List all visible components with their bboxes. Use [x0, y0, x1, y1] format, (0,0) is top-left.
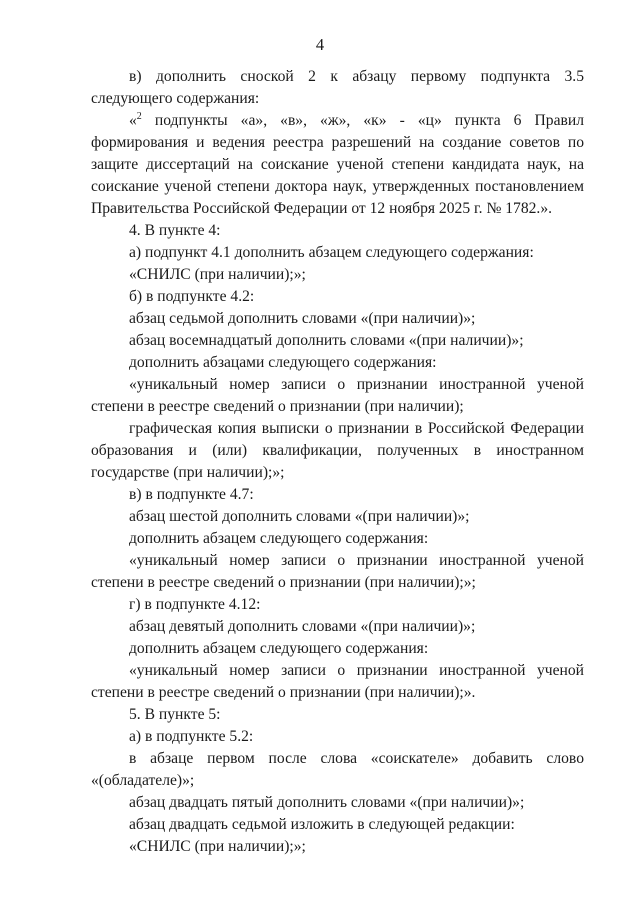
paragraph-2 [91, 110, 584, 220]
paragraph-18: дополнить абзацем следующего содержания: [129, 640, 429, 657]
page-number: 4 [315, 35, 325, 54]
paragraph-14: дополнить абзацем следующего содержания: [129, 530, 429, 547]
paragraph-11: графическая копия выписки о признании в Российской Федерации образования и (или) квалификации, полученных в иностранном государстве (при наличии);»; [91, 420, 584, 481]
paragraph-3: 4. В пункте 4: [129, 222, 221, 239]
paragraph-7: абзац седьмой дополнить словами «(при наличии)»; [129, 310, 476, 327]
paragraph-22: в абзаце первом после слова «соискателе» добавить слово «(обладателе)»; [91, 750, 584, 789]
footnote-open-quote: « [129, 112, 137, 129]
paragraph-6: б) в подпункте 4.2: [129, 288, 255, 305]
paragraph-21: а) в подпункте 5.2: [129, 728, 254, 745]
paragraph-4: а) подпункт 4.1 дополнить абзацем следующего содержания: [129, 244, 534, 261]
paragraph-25: «СНИЛС (при наличии);»; [129, 838, 306, 855]
paragraph-5: «СНИЛС (при наличии);»; [129, 266, 306, 283]
paragraph-13: абзац шестой дополнить словами «(при наличии)»; [129, 508, 470, 525]
paragraph-8: абзац восемнадцатый дополнить словами «(при наличии)»; [129, 332, 524, 349]
paragraph-20: 5. В пункте 5: [129, 706, 221, 723]
document-body [91, 66, 584, 858]
paragraph-19: «уникальный номер записи о признании иностранной ученой степени в реестре сведений о признании (при наличии);». [91, 662, 584, 701]
paragraph-24: абзац двадцать седьмой изложить в следующей редакции: [129, 816, 515, 833]
paragraph-9: дополнить абзацами следующего содержания: [129, 354, 437, 371]
paragraph-10: «уникальный номер записи о признании иностранной ученой степени в реестре сведений о признании (при наличии); [91, 376, 584, 415]
paragraph-12: в) в подпункте 4.7: [129, 486, 254, 503]
paragraph-15: «уникальный номер записи о признании иностранной ученой степени в реестре сведений о признании (при наличии);»; [91, 552, 584, 591]
paragraph-16: г) в подпункте 4.12: [129, 596, 261, 613]
footnote-marker: 2 [136, 110, 142, 122]
paragraph-1: в) дополнить сноской 2 к абзацу первому подпункта 3.5 следующего содержания: [91, 68, 584, 107]
paragraph-17: абзац девятый дополнить словами «(при наличии)»; [129, 618, 476, 635]
paragraph-23: абзац двадцать пятый дополнить словами «(при наличии)»; [129, 794, 525, 811]
footnote-text: подпункты «а», «в», «ж», «к» - «ц» пункта 6 Правил формирования и ведения реестра разрешений на создание советов по защите диссертаций на соискание ученой степени кандидата наук, на соискание ученой степени доктора наук, утвержденных постановлением Правительства Российской Федерации от 12 ноября 2025 г. № 1782.». [91, 112, 584, 217]
